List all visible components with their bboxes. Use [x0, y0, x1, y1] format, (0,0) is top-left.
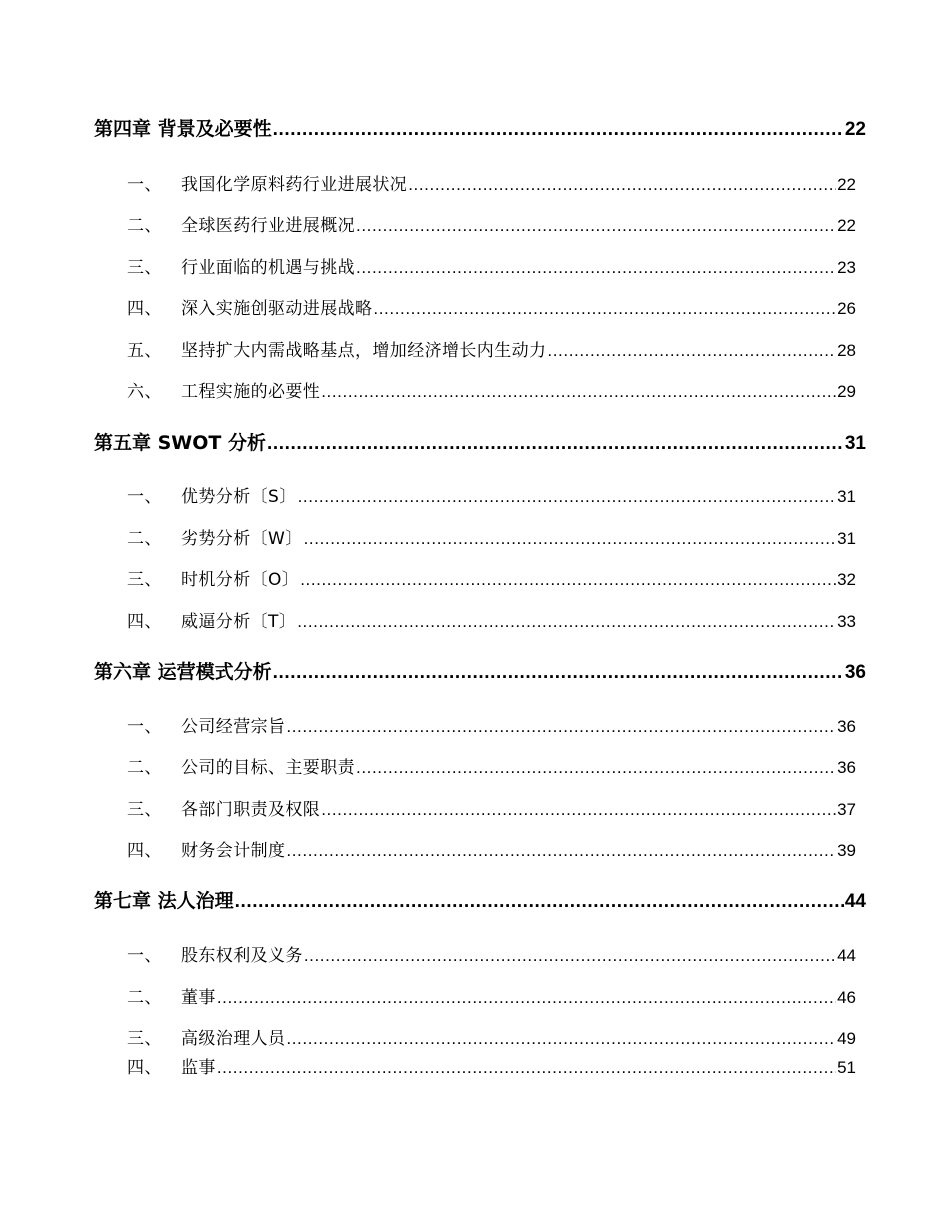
toc-entry-title: 工程实施的必要性: [181, 382, 321, 402]
toc-section-number: 一、: [127, 717, 162, 737]
toc-section-entry[interactable]: [127, 524, 856, 549]
toc-section-number: 三、: [127, 800, 162, 820]
dot-leader: [273, 119, 844, 141]
toc-section-number: 一、: [127, 175, 162, 195]
toc-section-entry[interactable]: [127, 294, 856, 319]
toc-section-number: 二、: [127, 988, 162, 1008]
toc-chapter-entry[interactable]: [94, 657, 866, 684]
toc-section-entry[interactable]: [127, 712, 856, 737]
dot-leader: [267, 433, 844, 455]
toc-entry-title: 行业面临的机遇与挑战: [181, 258, 355, 278]
toc-section-entry[interactable]: [127, 336, 856, 361]
toc-section-number: 四、: [127, 612, 162, 632]
toc-page-number: 31: [844, 433, 866, 454]
dot-leader: [297, 612, 836, 632]
toc-page-number: 22: [837, 175, 856, 194]
toc-section-entry[interactable]: [127, 253, 856, 278]
toc-section-entry[interactable]: [127, 753, 856, 778]
toc-chapter-entry[interactable]: [94, 886, 866, 913]
toc-section-number: 三、: [127, 258, 162, 278]
toc-page-number: 49: [837, 1029, 856, 1048]
dot-leader: [217, 988, 836, 1008]
toc-entry-title: 威逼分析〔T〕: [181, 612, 297, 632]
dot-leader: [356, 758, 836, 778]
toc-section-entry[interactable]: [127, 1053, 856, 1078]
toc-section-entry[interactable]: [127, 941, 856, 966]
toc-entry-title: 坚持扩大内需战略基点，增加经济增长内生动力: [181, 341, 547, 361]
toc-entry-title: 监事: [181, 1058, 216, 1078]
dot-leader: [298, 487, 836, 507]
dot-leader: [321, 382, 836, 402]
toc-section-number: 二、: [127, 529, 162, 549]
dot-leader: [300, 570, 836, 590]
toc-section-number: 五、: [127, 341, 162, 361]
toc-entry-title: 劣势分析〔W〕: [181, 529, 303, 549]
toc-entry-title: 深入实施创驱动进展战略: [181, 299, 373, 319]
toc-section-entry[interactable]: [127, 836, 856, 861]
toc-page-number: 26: [837, 299, 856, 318]
toc-page-number: 39: [837, 841, 856, 860]
toc-entry-title: 我国化学原料药行业进展状况: [181, 175, 408, 195]
dot-leader: [373, 299, 836, 319]
toc-page-number: 31: [837, 529, 856, 548]
dot-leader: [356, 216, 836, 236]
toc-section-number: 六、: [127, 382, 162, 402]
dot-leader: [321, 800, 836, 820]
dot-leader: [286, 717, 836, 737]
toc-entry-title: 第七章 法人治理: [94, 890, 234, 912]
toc-page-number: 28: [837, 341, 856, 360]
toc-section-entry[interactable]: [127, 565, 856, 590]
toc-section-number: 四、: [127, 841, 162, 861]
toc-page-number: 44: [837, 946, 856, 965]
toc-entry-title: 公司的目标、主要职责: [181, 758, 355, 778]
toc-entry-title: 第六章 运营模式分析: [94, 661, 272, 683]
toc-entry-title: 全球医药行业进展概况: [181, 216, 355, 236]
dot-leader: [408, 175, 836, 195]
toc-section-entry[interactable]: [127, 482, 856, 507]
toc-section-entry[interactable]: [127, 170, 856, 195]
dot-leader: [356, 258, 836, 278]
dot-leader: [235, 891, 844, 913]
toc-page-number: 29: [837, 382, 856, 401]
toc-page-number: 32: [837, 570, 856, 589]
toc-page-number: 23: [837, 258, 856, 277]
toc-page-number: 44: [844, 891, 866, 912]
dot-leader: [304, 529, 836, 549]
toc-entry-title: 高级治理人员: [181, 1029, 286, 1049]
toc-section-number: 一、: [127, 487, 162, 507]
toc-page-number: 33: [837, 612, 856, 631]
toc-section-entry[interactable]: [127, 983, 856, 1008]
toc-page-number: 31: [837, 487, 856, 506]
dot-leader: [547, 341, 836, 361]
toc-entry-title: 优势分析〔S〕: [181, 487, 297, 507]
toc-page-number: 36: [837, 717, 856, 736]
toc-section-number: 一、: [127, 946, 162, 966]
toc-section-entry[interactable]: [127, 1024, 856, 1049]
toc-page-number: 22: [844, 119, 866, 140]
toc-section-entry[interactable]: [127, 211, 856, 236]
toc-chapter-entry[interactable]: [94, 428, 866, 455]
toc-section-entry[interactable]: [127, 377, 856, 402]
toc-section-number: 二、: [127, 216, 162, 236]
toc-entry-title: 公司经营宗旨: [181, 717, 286, 737]
toc-page-number: 22: [837, 216, 856, 235]
dot-leader: [304, 946, 836, 966]
toc-section-number: 三、: [127, 570, 162, 590]
toc-page-number: 36: [837, 758, 856, 777]
toc-page-number: 36: [844, 662, 866, 683]
toc-entry-title: 财务会计制度: [181, 841, 286, 861]
toc-entry-title: 时机分析〔O〕: [181, 570, 300, 590]
toc-entry-title: 第四章 背景及必要性: [94, 118, 272, 140]
toc-section-number: 二、: [127, 758, 162, 778]
toc-page-number: 37: [837, 800, 856, 819]
toc-section-entry[interactable]: [127, 607, 856, 632]
toc-entry-title: 第五章 SWOT 分析: [94, 432, 266, 454]
toc-section-number: 四、: [127, 1058, 162, 1078]
dot-leader: [286, 841, 836, 861]
toc-chapter-entry[interactable]: [94, 114, 866, 141]
toc-section-entry[interactable]: [127, 795, 856, 820]
toc-page-number: 51: [837, 1058, 856, 1077]
toc-section-number: 四、: [127, 299, 162, 319]
dot-leader: [217, 1058, 836, 1078]
toc-entry-title: 股东权利及义务: [181, 946, 303, 966]
toc-entry-title: 董事: [181, 988, 216, 1008]
toc-section-number: 三、: [127, 1029, 162, 1049]
toc-entry-title: 各部门职责及权限: [181, 800, 321, 820]
toc-page-number: 46: [837, 988, 856, 1007]
dot-leader: [273, 662, 844, 684]
dot-leader: [286, 1029, 836, 1049]
